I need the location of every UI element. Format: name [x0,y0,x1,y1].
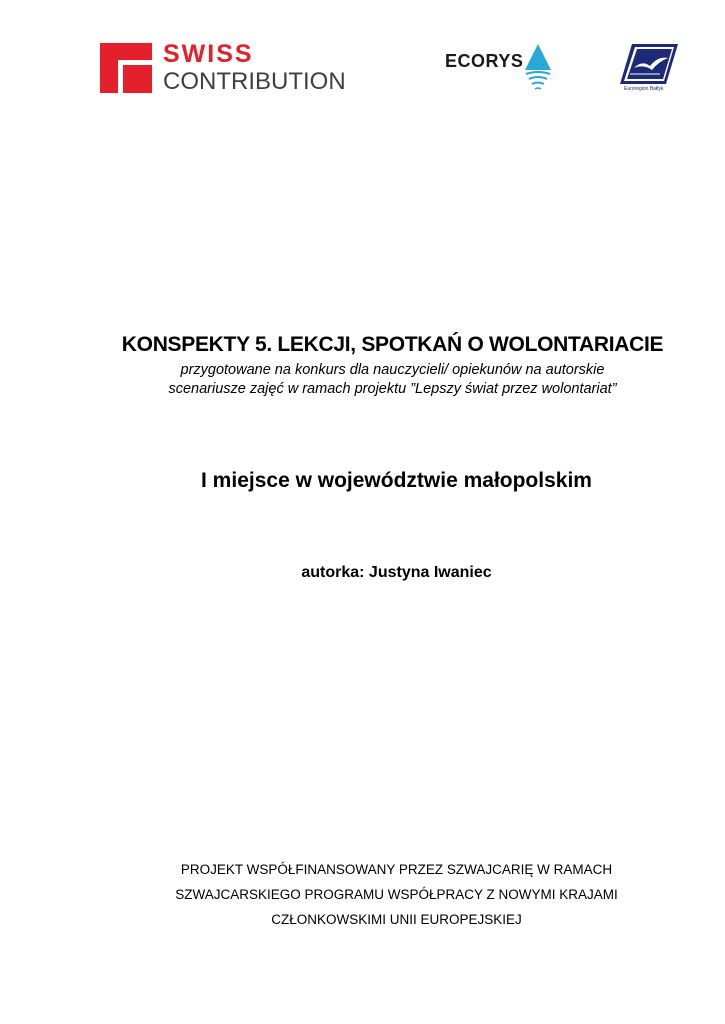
subtitle-line-1: przygotowane na konkurs dla nauczycieli/ opiekunów na autorskie [180,362,605,378]
document-subtitle [0,361,725,399]
swiss-logo-line1: SWISS [163,40,254,68]
ecorys-logo [445,44,555,94]
footer-line-1: PROJEKT WSPÓŁFINANSOWANY PRZEZ SZWAJCARIĘ W RAMACH [180,862,613,877]
euroregion-caption: Euroregion Bałtyk [624,86,664,92]
swiss-logo-line2: CONTRIBUTION [163,68,346,95]
document-title: KONSPEKTY 5. LEKCJI, SPOTKAŃ O WOLONTARIACIE [121,333,664,356]
euroregion-emblem-icon [620,44,680,88]
footer-line-2: SZWAJCARSKIEGO PROGRAMU WSPÓŁPRACY Z NOWYMI KRAJAMI [175,887,618,902]
author-line: autorka: Justyna Iwaniec [301,564,492,581]
ecorys-logo-text: ECORYS [445,51,524,71]
euroregion-baltyk-logo [620,44,680,94]
ecorys-triangle-icon [523,44,553,94]
funding-footer [0,857,725,932]
swiss-contribution-logo [100,40,360,95]
award-place-heading: I miejsce w województwie małopolskim [201,469,592,492]
footer-line-3: CZŁONKOWSKIMI UNII EUROPEJSKIEJ [271,912,522,927]
swiss-flag-icon [100,43,152,93]
subtitle-line-2: scenariusze zajęć w ramach projektu ”Lepszy świat przez wolontariat” [168,381,617,397]
